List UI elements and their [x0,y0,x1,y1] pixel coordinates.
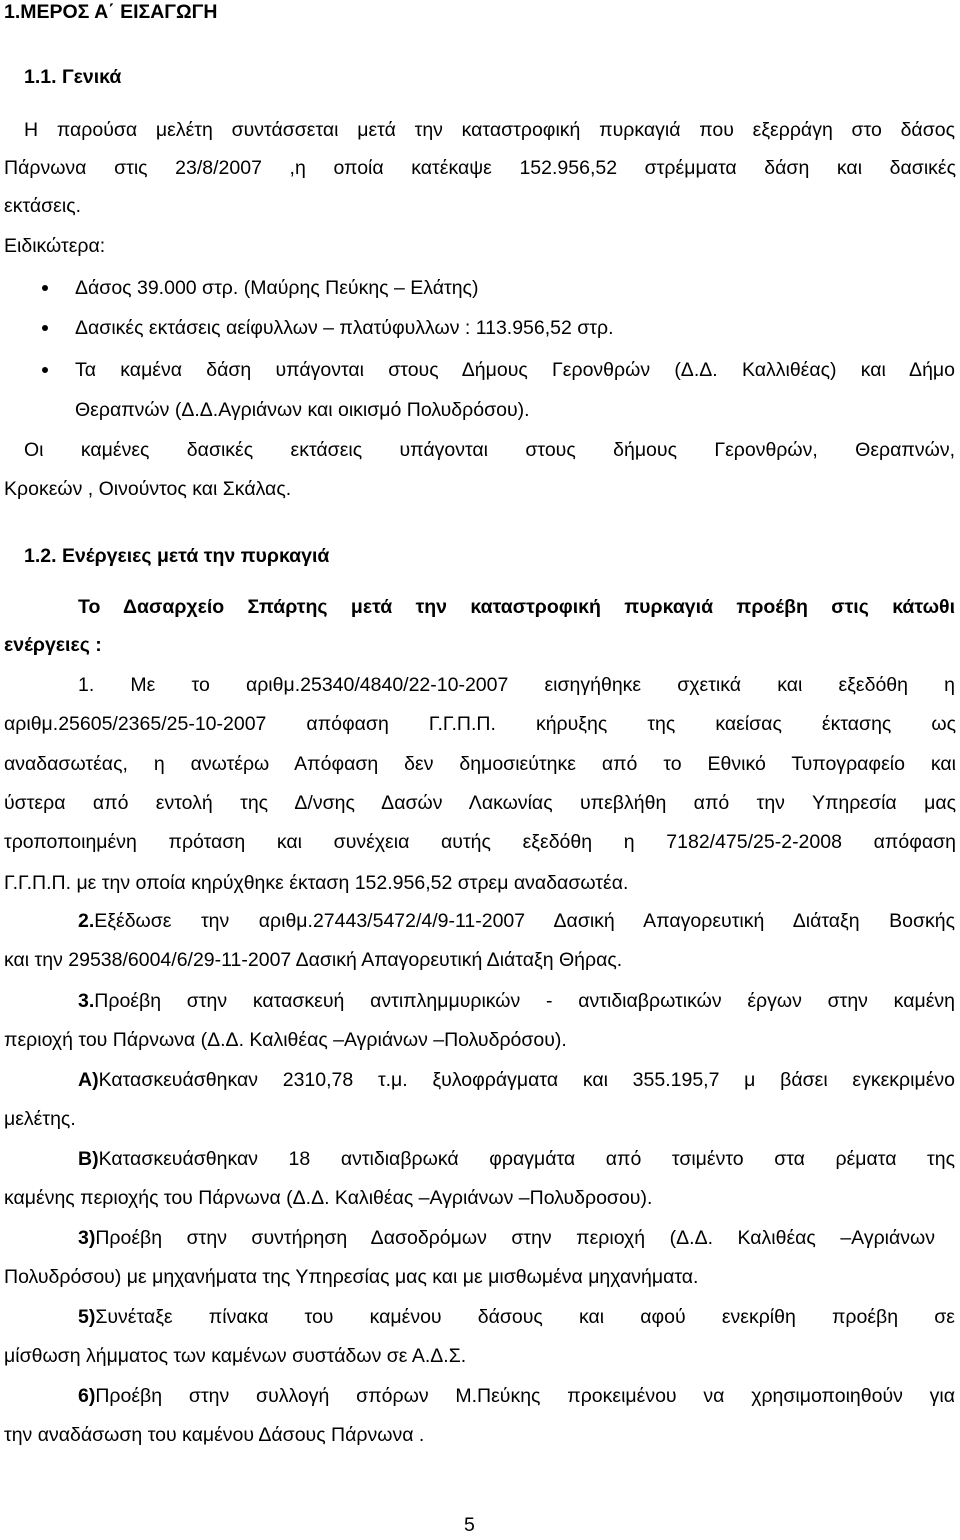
item-text: Εξέδωσε την αριθμ.27443/5472/4/9-11-2007 Δασική Απαγορευτική Διάταξη Βοσκής [94,910,955,932]
page-number: 5 [464,1514,475,1536]
paragraph-line: Το Δασαρχείο Σπάρτης μετά την καταστροφική πυρκαγιά προέβη στις κάτωθι [78,596,955,618]
part-heading: 1.ΜΕΡΟΣ Α΄ ΕΙΣΑΓΩΓΗ [4,1,218,23]
paragraph-line: περιοχή του Πάρνωνα (Δ.Δ. Καλιθέας –Αγριάνων –Πολυδρόσου). [4,1029,567,1051]
item-text: Κατασκευάσθηκαν 2310,78 τ.μ. ξυλοφράγματα και 355.195,7 μ βάσει εγκεκριμένο [98,1069,955,1091]
paragraph-line [78,1226,935,1250]
paragraph-line: Οι καμένες δασικές εκτάσεις υπάγονται στους δήμους Γερονθρών, Θεραπνών, [24,439,955,461]
section-heading-1-1: 1.1. Γενικά [24,66,122,88]
list-item: Τα καμένα δάση υπάγονται στους Δήμους Γερονθρών (Δ.Δ. Καλλιθέας) και Δήμο [75,359,955,381]
paragraph-line: μίσθωση λήμματος των καμένων συστάδων σε Α.Δ.Σ. [4,1345,467,1367]
paragraph-line [78,1384,955,1408]
list-item: Θεραπνών (Δ.Δ.Αγριάνων και οικισμό Πολυδρόσου). [75,399,530,421]
list-item: Δάσος 39.000 στρ. (Μαύρης Πεύκης – Ελάτης) [75,277,479,299]
paragraph-line: και την 29538/6004/6/29-11-2007 Δασική Απαγορευτική Διάταξη Θήρας. [4,949,623,971]
paragraph-line: Πολυδρόσου) με μηχανήματα της Υπηρεσίας μας και με μισθωμένα μηχανήματα. [4,1266,699,1288]
paragraph-line [78,1068,955,1092]
item-marker: Β) [78,1148,99,1170]
paragraph-line: αριθμ.25605/2365/25-10-2007 απόφαση Γ.Γ.Π.Π. κήρυξης της καείσας έκτασης ως [4,713,956,735]
paragraph-line: αναδασωτέας, η ανωτέρω Απόφαση δεν δημοσιεύτηκε από το Εθνικό Τυπογραφείο και [4,753,956,775]
list-item: Δασικές εκτάσεις αείφυλλων – πλατύφυλλων : 113.956,52 στρ. [75,317,614,339]
item-text: Κατασκευάσθηκαν 18 αντιδιαβρωκά φραγμάτα από τσιμέντο στα ρέματα της [98,1148,955,1170]
paragraph-line: ύστερα από εντολή της Δ/νσης Δασών Λακωνίας υπεβλήθη από την Υπηρεσία μας [4,792,956,814]
item-marker: 2. [78,910,95,932]
section-heading-1-2: 1.2. Ενέργειες μετά την πυρκαγιά [24,545,330,567]
paragraph-line [78,909,955,933]
bullet-icon [42,325,48,331]
paragraph-line: 1. Με το αριθμ.25340/4840/22-10-2007 εισηγήθηκε σχετικά και εξεδόθη η [78,674,955,696]
detail-label: Ειδικώτερα: [4,235,106,257]
paragraph-line [78,989,955,1013]
paragraph-line: Πάρνωνα στις 23/8/2007 ,η οποία κατέκαψε 152.956,52 στρέμματα δάση και δασικές [4,157,956,179]
paragraph-line [78,1147,955,1171]
paragraph-line: μελέτης. [4,1108,76,1130]
item-text: Συνέταξε πίνακα του καμένου δάσους και αφού ενεκρίθη προέβη σε [95,1306,955,1328]
item-text: Προέβη στην συντήρηση Δασοδρόμων στην περιοχή (Δ.Δ. Καλιθέας –Αγριάνων [95,1227,935,1249]
paragraph-line: Γ.Γ.Π.Π. με την οποία κηρύχθηκε έκταση 152.956,52 στρεμ αναδασωτέα. [4,872,629,894]
paragraph-line: εκτάσεις. [4,195,82,217]
paragraph-line [78,1305,955,1329]
item-text: Προέβη στην συλλογή σπόρων Μ.Πεύκης προκειμένου να χρησιμοποιηθούν για [95,1385,955,1407]
bullet-icon [42,367,48,373]
bullet-icon [42,285,48,291]
paragraph-line: την αναδάσωση του καμένου Δάσους Πάρνωνα . [4,1424,425,1446]
item-marker: 5) [78,1306,96,1328]
paragraph-line: Κροκεών , Οινούντος και Σκάλας. [4,478,292,500]
item-marker: 6) [78,1385,96,1407]
paragraph-line: καμένης περιοχής του Πάρνωνα (Δ.Δ. Καλιθέας –Αγριάνων –Πολυδροσου). [4,1187,653,1209]
paragraph-line: ενέργειες : [4,634,102,656]
paragraph-line: τροποποιημένη πρόταση και συνέχεια αυτής εξεδόθη η 7182/475/25-2-2008 απόφαση [4,831,956,853]
paragraph-line: Η παρούσα μελέτη συντάσσεται μετά την καταστροφική πυρκαγιά που εξερράγη στο δάσος [24,119,955,141]
item-marker: 3) [78,1227,96,1249]
item-marker: 3. [78,990,95,1012]
item-text: Προέβη στην κατασκευή αντιπλημμυρικών - αντιδιαβρωτικών έργων στην καμένη [94,990,955,1012]
item-marker: Α) [78,1069,99,1091]
